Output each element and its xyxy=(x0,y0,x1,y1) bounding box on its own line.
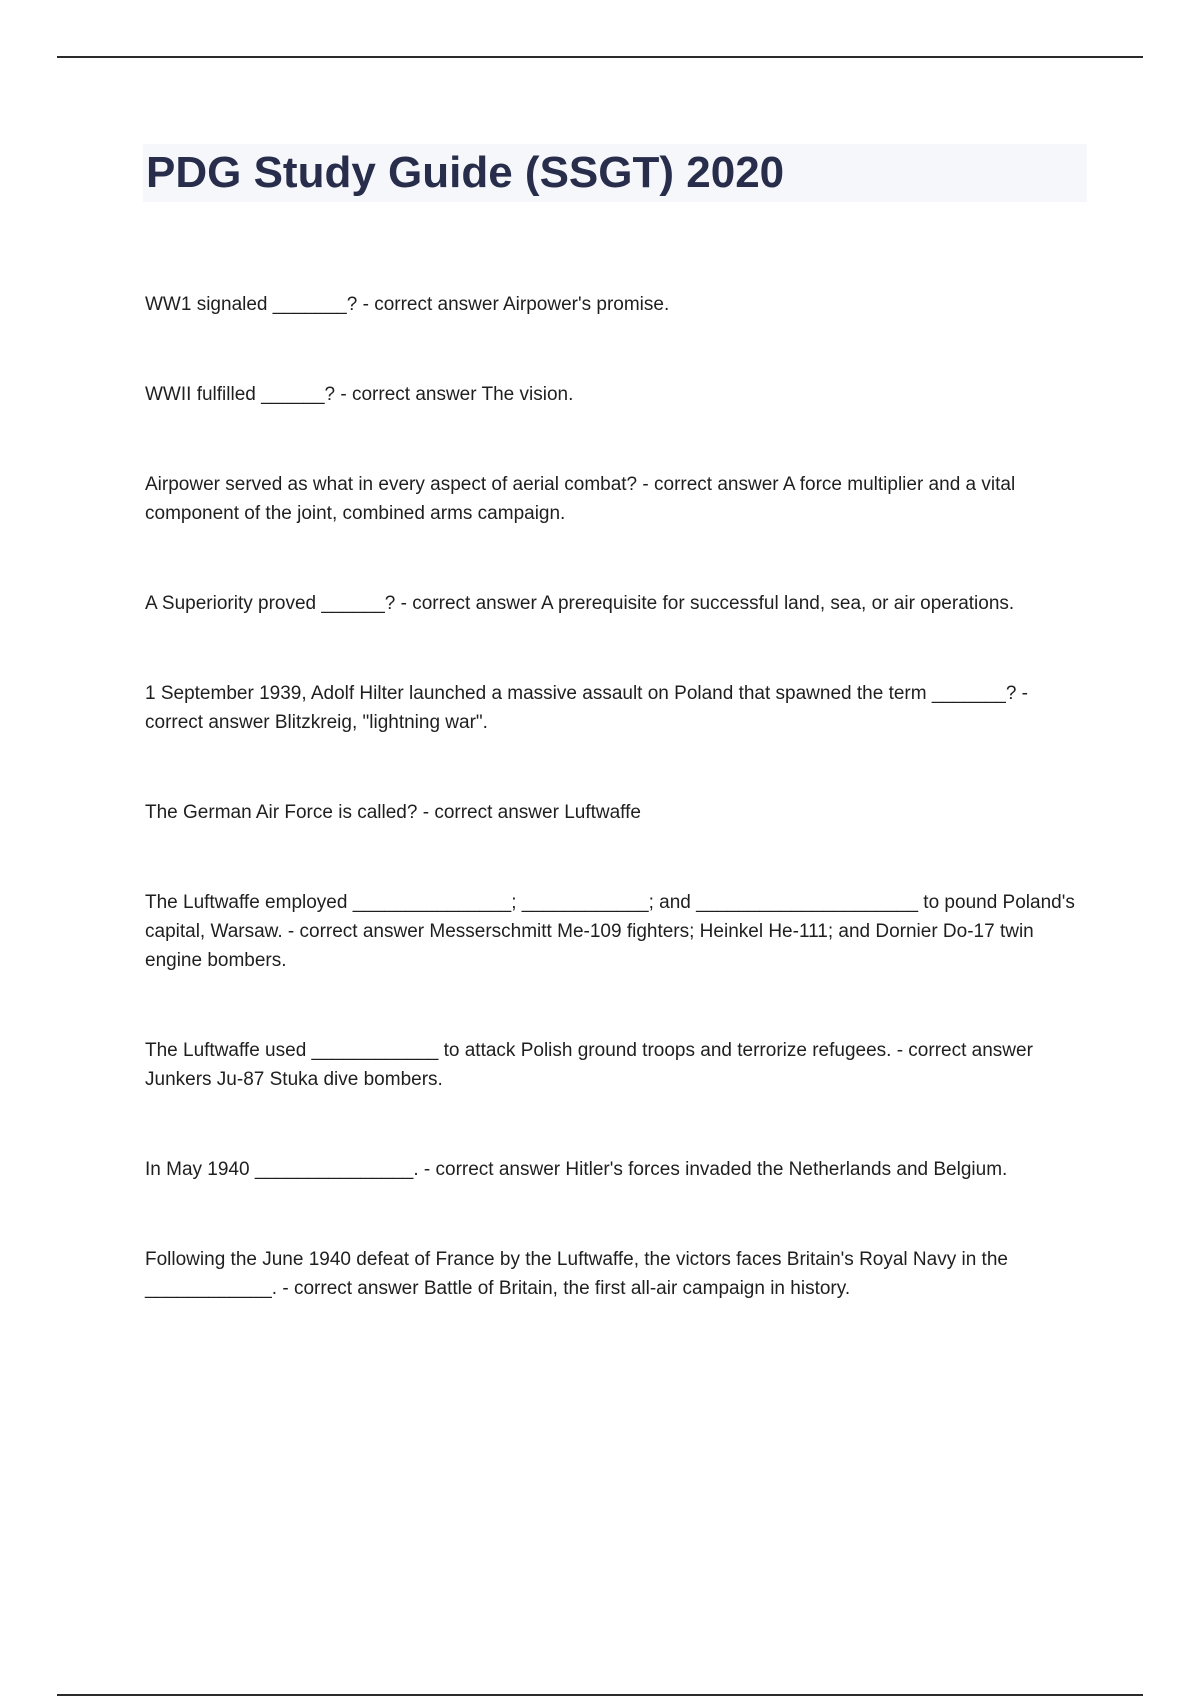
qa-item-3: Airpower served as what in every aspect of aerial combat? - correct answer A force multiplier and a vital component of the joint, combined arms campaign. xyxy=(145,474,1016,524)
qa-item-1: WW1 signaled _______? - correct answer Airpower's promise. xyxy=(145,294,670,315)
qa-list xyxy=(145,290,1089,1364)
qa-item-9: In May 1940 _______________. - correct answer Hitler's forces invaded the Netherlands and Belgium. xyxy=(145,1159,1008,1180)
top-rule xyxy=(57,56,1143,58)
qa-item-10: Following the June 1940 defeat of France by the Luftwaffe, the victors faces Britain's Royal Navy in the ____________. - correct answer Battle of Britain, the first all-air campaign in history. xyxy=(145,1249,1008,1299)
document-title: PDG Study Guide (SSGT) 2020 xyxy=(146,148,785,197)
qa-item-6: The German Air Force is called? - correct answer Luftwaffe xyxy=(145,802,641,823)
qa-item-2: WWII fulfilled ______? - correct answer The vision. xyxy=(145,384,574,405)
qa-item-4: A Superiority proved ______? - correct answer A prerequisite for successful land, sea, or air operations. xyxy=(145,593,1015,614)
qa-item-8: The Luftwaffe used ____________ to attack Polish ground troops and terrorize refugees. - correct answer Junkers Ju-87 Stuka dive bombers. xyxy=(145,1040,1033,1090)
qa-item-5: 1 September 1939, Adolf Hilter launched a massive assault on Poland that spawned the term _______? - correct answer Blitzkreig, "lightning war". xyxy=(145,683,1028,733)
bottom-rule xyxy=(57,1694,1143,1696)
qa-item-7: The Luftwaffe employed _______________; ____________; and _____________________ to pound Poland's capital, Warsaw. - correct answer Messerschmitt Me-109 fighters; Heinkel He-111; and Dornier Do-17 twin engine bombers. xyxy=(145,892,1075,971)
